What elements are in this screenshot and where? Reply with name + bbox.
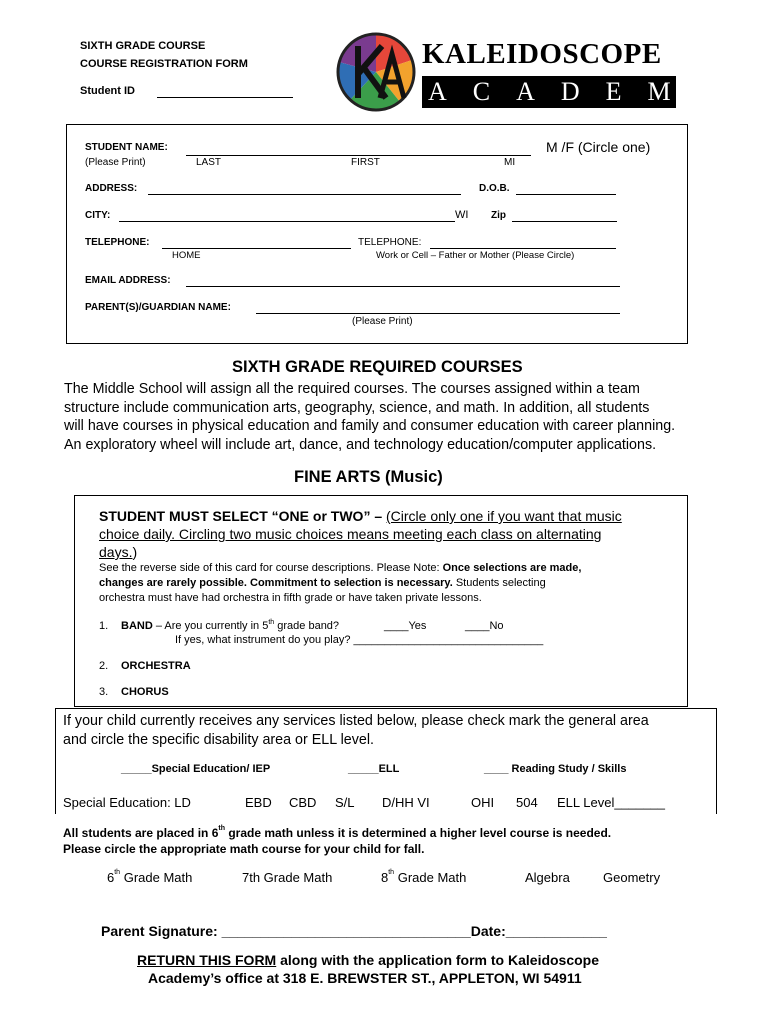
sped-sl[interactable]: S/L xyxy=(335,795,355,810)
sped-ld[interactable]: Special Education: LD xyxy=(63,795,191,810)
parent-signature-line[interactable]: Parent Signature: ________________________________Date:_____________ xyxy=(101,923,607,939)
services-line: and circle the specific disability area or ELL level. xyxy=(63,731,374,748)
city-label: CITY: xyxy=(85,210,111,221)
services-line: If your child currently receives any services listed below, please check mark the general area xyxy=(63,713,649,729)
email-field[interactable] xyxy=(186,286,620,287)
circle-note-end: ) xyxy=(132,544,138,560)
parent-name-field[interactable] xyxy=(256,313,620,314)
return-form-line xyxy=(137,952,599,968)
logo-name-bottom: ACADEMY xyxy=(428,77,742,106)
math-note: grade math unless it is determined a higher level course is needed. xyxy=(228,826,612,840)
student-name-field[interactable] xyxy=(186,155,531,156)
return-form-text: along with the application form to Kaleidoscope xyxy=(280,952,600,968)
band-num: 1. xyxy=(99,620,109,632)
services-text xyxy=(63,712,649,749)
sped-checkbox[interactable]: _____Special Education/ IEP xyxy=(121,763,271,775)
band-q: grade band? xyxy=(277,620,340,632)
city-field[interactable] xyxy=(119,221,455,222)
chorus-num: 3. xyxy=(99,686,109,698)
telephone-label: TELEPHONE: xyxy=(85,237,150,248)
math-7th-grade[interactable]: 7th Grade Math xyxy=(242,870,333,885)
math-note-2: Please circle the appropriate math course for your child for fall. xyxy=(63,842,425,856)
ell-checkbox[interactable]: _____ELL xyxy=(348,763,400,775)
reverse-note-3: orchestra must have had orchestra in fifth grade or have taken private lessons. xyxy=(99,592,482,604)
reverse-text: Students selecting xyxy=(455,577,546,589)
circle-note-line3 xyxy=(99,544,137,560)
band-q: – Are you currently in 5 xyxy=(155,620,269,632)
mi-label: MI xyxy=(504,157,516,168)
math-8-num: 8 xyxy=(381,870,389,885)
math-8-label: Grade Math xyxy=(397,870,467,885)
logo-name-top: KALEIDOSCOPE xyxy=(422,38,662,70)
sped-504[interactable]: 504 xyxy=(516,795,538,810)
address-field[interactable] xyxy=(148,194,461,195)
band-label[interactable]: BAND xyxy=(121,620,153,632)
address-label: ADDRESS: xyxy=(85,183,138,194)
please-print-label: (Please Print) xyxy=(85,157,146,168)
math-6-label: Grade Math xyxy=(123,870,193,885)
math-algebra[interactable]: Algebra xyxy=(525,870,570,885)
dob-field[interactable] xyxy=(516,194,616,195)
office-address: Academy’s office at 318 E. BREWSTER ST., APPLETON, WI 54911 xyxy=(148,970,582,986)
band-question xyxy=(121,620,339,632)
student-id-field[interactable] xyxy=(157,97,293,98)
instrument-field[interactable]: If yes, what instrument do you play? _______________________________ xyxy=(175,634,544,646)
math-note: All students are placed in 6 xyxy=(63,826,219,840)
reverse-text-bold: Once selections are made, xyxy=(442,562,582,574)
circle-note-line2 xyxy=(99,526,601,542)
parent-name-label: PARENT(S)/GUARDIAN NAME: xyxy=(85,302,231,313)
circle-note: choice daily. Circling two music choices means meeting each class on alternating xyxy=(99,526,602,542)
work-cell-label: Work or Cell – Father or Mother (Please Circle) xyxy=(376,250,575,261)
form-subtitle: COURSE REGISTRATION FORM xyxy=(80,58,248,70)
chorus-option[interactable]: CHORUS xyxy=(121,686,169,698)
orchestra-option[interactable]: ORCHESTRA xyxy=(121,660,191,672)
required-courses-title: SIXTH GRADE REQUIRED COURSES xyxy=(232,358,523,376)
orchestra-num: 2. xyxy=(99,660,109,672)
reverse-note-2 xyxy=(99,577,546,589)
reading-checkbox[interactable]: ____ Reading Study / Skills xyxy=(484,763,627,775)
band-no[interactable]: ____No xyxy=(465,620,504,632)
fine-arts-title: FINE ARTS (Music) xyxy=(294,468,443,486)
required-courses-text xyxy=(64,380,675,454)
sped-ebd[interactable]: EBD xyxy=(245,795,272,810)
reverse-text: See the reverse side of this card for course descriptions. Please Note: xyxy=(99,562,440,574)
zip-label: Zip xyxy=(491,210,506,221)
reverse-note-1 xyxy=(99,562,581,574)
gender-circle[interactable]: M /F (Circle one) xyxy=(546,139,651,155)
required-line: structure include communication arts, geography, science, and math. In addition, all students xyxy=(64,399,650,416)
telephone2-label: TELEPHONE: xyxy=(358,237,422,248)
math-sup: th xyxy=(218,825,225,832)
work-telephone-field[interactable] xyxy=(430,248,616,249)
zip-field[interactable] xyxy=(512,221,617,222)
reverse-text-bold: changes are rarely possible. Commitment to selection is necessary. xyxy=(99,577,453,589)
math-8th-grade[interactable] xyxy=(381,870,466,885)
email-label: EMAIL ADDRESS: xyxy=(85,275,171,286)
band-yes[interactable]: ____Yes xyxy=(384,620,427,632)
band-sup: th xyxy=(268,619,275,626)
dob-label: D.O.B. xyxy=(479,183,510,194)
form-title: SIXTH GRADE COURSE xyxy=(80,40,206,52)
last-label: LAST xyxy=(196,157,222,168)
return-form-label: RETURN THIS FORM xyxy=(137,952,277,968)
math-note-1 xyxy=(63,826,611,840)
must-select-line xyxy=(99,508,622,524)
home-label: HOME xyxy=(172,250,201,261)
home-telephone-field[interactable] xyxy=(162,248,351,249)
must-select-label: STUDENT MUST SELECT “ONE or TWO” – xyxy=(99,508,383,524)
kaleidoscope-logo xyxy=(336,32,742,112)
math-6th-grade[interactable] xyxy=(107,870,192,885)
math-geometry[interactable]: Geometry xyxy=(603,870,661,885)
required-line: An exploratory wheel will include art, dance, and technology education/computer applications. xyxy=(64,436,657,453)
math-6-sup: th xyxy=(114,869,121,876)
sped-ohi[interactable]: OHI xyxy=(471,795,495,810)
state-label: WI xyxy=(455,209,469,221)
circle-note: (Circle only one if you want that music xyxy=(386,508,622,524)
sped-cbd[interactable]: CBD xyxy=(289,795,317,810)
parent-print-label: (Please Print) xyxy=(352,316,413,327)
required-line: will have courses in physical education and family and consumer education with career planning. xyxy=(64,418,676,434)
student-id-label: Student ID xyxy=(80,85,135,97)
math-6-num: 6 xyxy=(107,870,115,885)
required-line: The Middle School will assign all the required courses. The courses assigned within a team xyxy=(64,381,640,397)
first-label: FIRST xyxy=(351,157,380,168)
circle-note: days. xyxy=(99,544,133,560)
math-8-sup: th xyxy=(388,869,395,876)
student-name-label: STUDENT NAME: xyxy=(85,142,168,153)
sped-dhh-vi[interactable]: D/HH VI xyxy=(382,795,430,810)
ell-level[interactable]: ELL Level_______ xyxy=(557,795,665,810)
kaleidoscope-logo-icon xyxy=(336,32,416,112)
